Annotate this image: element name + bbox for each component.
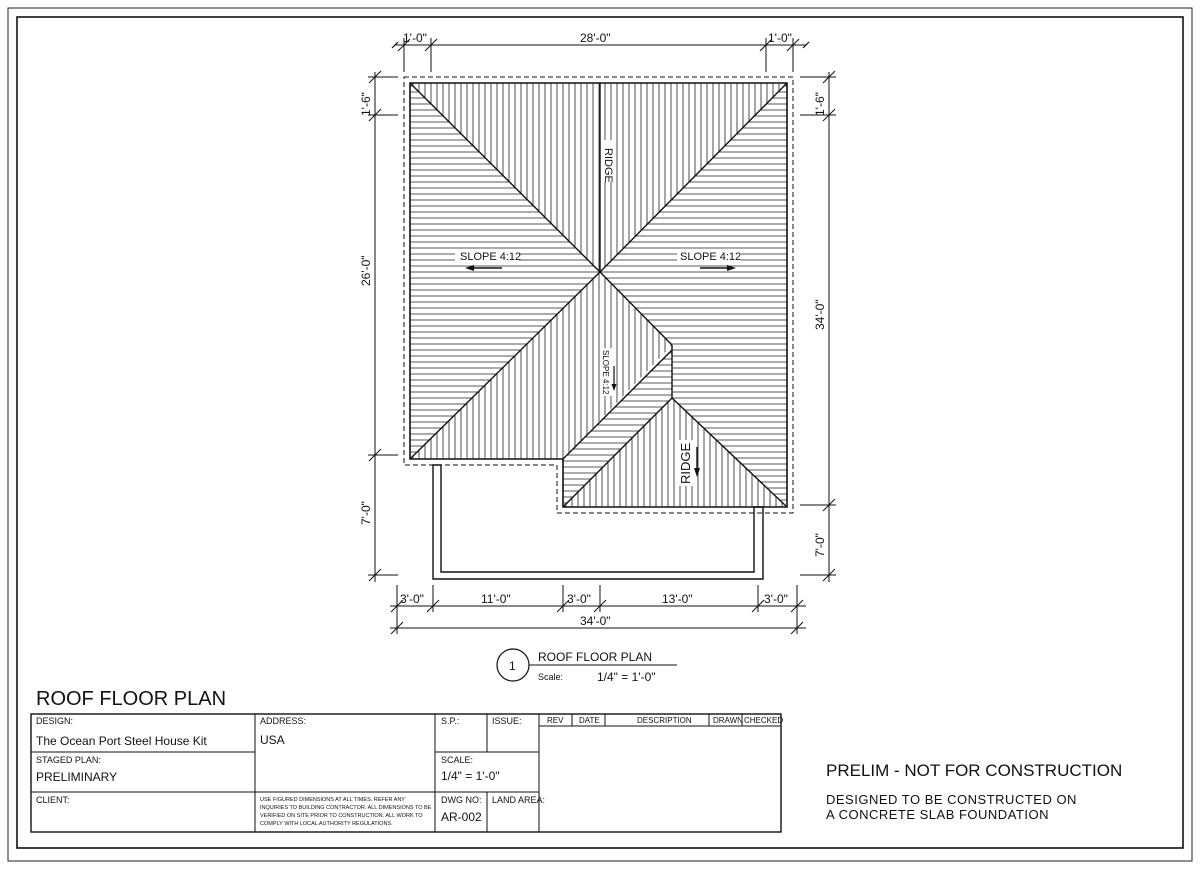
- dim-bottom-seg3: 3'-0": [567, 592, 591, 606]
- tb-design-label: DESIGN:: [36, 716, 74, 726]
- slope-valley-arrow-head: [612, 384, 617, 391]
- slope-left-label: SLOPE 4:12: [460, 251, 522, 263]
- tb-notice-line-4: COMPLY WITH LOCAL AUTHORITY REGULATIONS.: [260, 821, 393, 827]
- rev-header-rev: REV: [547, 716, 564, 725]
- tb-scale-value: 1/4" = 1'-0": [441, 769, 500, 783]
- hatch-top-face: [413, 83, 785, 272]
- callout-title: ROOF FLOOR PLAN: [538, 650, 653, 664]
- ridge-main-label: RIDGE: [602, 148, 614, 183]
- callout-number: 1: [509, 659, 516, 673]
- dim-bottom-seg2: 11'-0": [481, 592, 511, 606]
- dim-left-main-depth: 26'-0": [359, 255, 373, 286]
- rev-header-checked: CHECKED: [744, 716, 784, 725]
- tb-dwg-value: AR-002: [441, 810, 482, 824]
- tb-scale-label: SCALE:: [441, 755, 474, 765]
- dim-top-left-overhang: 1'-0": [403, 31, 427, 45]
- dim-left-bottom-extension: 7'-0": [359, 501, 373, 525]
- roof-plan: [404, 77, 793, 579]
- dim-left-top-overhang: 1'-6": [359, 92, 373, 116]
- dim-top-right-overhang: 1'-0": [768, 31, 792, 45]
- tb-address-value: USA: [260, 733, 285, 747]
- sheet-title: ROOF FLOOR PLAN: [36, 688, 227, 710]
- tb-address-label: ADDRESS:: [260, 716, 307, 726]
- ridge-secondary-label: RIDGE: [678, 442, 693, 484]
- slope-right-label: SLOPE 4:12: [680, 251, 742, 263]
- tb-issue-label: ISSUE:: [492, 716, 522, 726]
- rev-header-description: DESCRIPTION: [637, 716, 692, 725]
- tb-notice-line-1: USE FIGURED DIMENSIONS AT ALL TIMES. REFER ANY: [260, 797, 405, 803]
- dim-right-top-overhang: 1'-6": [813, 92, 827, 116]
- dimensions: [368, 38, 836, 634]
- dim-bottom-total: 34'-0": [580, 614, 611, 628]
- dim-right-total-depth: 34'-0": [813, 299, 827, 330]
- tb-staged-value: PRELIMINARY: [36, 770, 118, 784]
- prelim-note: PRELIM - NOT FOR CONSTRUCTION: [826, 761, 1123, 780]
- ridge-secondary-arrow-head: [694, 468, 700, 477]
- tb-design-value: The Ocean Port Steel House Kit: [36, 734, 207, 748]
- hip-line-bottom-left: [410, 272, 600, 459]
- tb-notice-line-2: INQUIRIES TO BUILDING CONTRACTOR. ALL DIMENSIONS TO BE: [260, 805, 432, 811]
- tb-notice-line-3: VERIFIED ON SITE PRIOR TO CONSTRUCTION. ALL WORK TO: [260, 813, 423, 819]
- callout-scale-label: Scale:: [538, 672, 564, 682]
- slope-valley-label: SLOPE 4:12: [601, 350, 610, 395]
- foundation-note-line-1: DESIGNED TO BE CONSTRUCTED ON: [826, 792, 1077, 807]
- tb-dwg-label: DWG NO:: [441, 795, 482, 805]
- foundation-note-line-2: A CONCRETE SLAB FOUNDATION: [826, 807, 1049, 822]
- view-callout: [497, 649, 677, 684]
- dim-right-bottom-extension: 7'-0": [813, 533, 827, 557]
- rev-header-date: DATE: [579, 716, 600, 725]
- hip-line-top-right: [600, 83, 787, 272]
- rev-header-drawn: DRAWN: [713, 716, 743, 725]
- callout-scale-value: 1/4" = 1'-0": [597, 670, 656, 684]
- slab-outline: [433, 465, 763, 579]
- hatch-wing-face: [566, 398, 782, 507]
- dim-bottom-seg1: 3'-0": [400, 592, 424, 606]
- dim-top-width: 28'-0": [580, 31, 611, 45]
- tb-sp-label: S.P.:: [441, 716, 460, 726]
- wall-line: [404, 77, 793, 513]
- hatch-left-face: [410, 86, 600, 458]
- dim-bottom-seg4: 13'-0": [662, 592, 693, 606]
- tb-land-label: LAND AREA:: [492, 795, 546, 805]
- dim-bottom-seg5: 3'-0": [764, 592, 788, 606]
- hip-line-top-left: [410, 83, 600, 272]
- tb-client-label: CLIENT:: [36, 795, 70, 805]
- tb-staged-label: STAGED PLAN:: [36, 755, 101, 765]
